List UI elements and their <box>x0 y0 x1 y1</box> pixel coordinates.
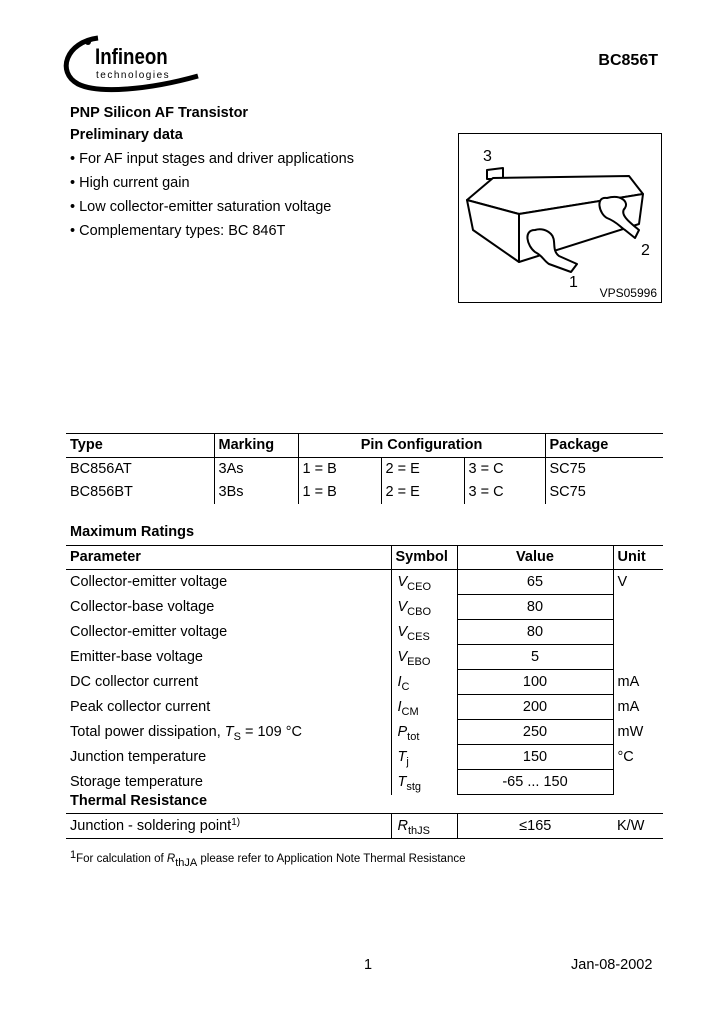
footnote: 1For calculation of $R_{thJA}$ please refer to Application Note Thermal Resistance <box>70 849 466 869</box>
pin2-cell: 2 = E <box>381 458 464 482</box>
table-row <box>66 458 663 482</box>
unit-cell: mA <box>617 699 640 715</box>
table-header-row <box>66 434 663 458</box>
value-cell: 5 <box>457 645 613 670</box>
value-cell: 100 <box>457 670 613 695</box>
table-row <box>66 620 663 645</box>
figure-code: VPS05996 <box>599 286 657 300</box>
max-ratings-table <box>66 545 663 795</box>
parameter-cell: Total power dissipation, $T_S = 109$ °C <box>70 724 302 743</box>
pin1-cell: 1 = B <box>298 481 381 504</box>
value-cell: 150 <box>457 745 613 770</box>
feature-item: • Complementary types: BC 846T <box>70 223 286 239</box>
feature-item: • Low collector-emitter saturation voltage <box>70 199 332 215</box>
symbol-cell: $I_{CM}$ <box>391 695 457 720</box>
symbol-cell: $V_{CBO}$ <box>391 595 457 620</box>
part-number: BC856T <box>598 52 658 69</box>
value-cell: 200 <box>457 695 613 720</box>
feature-text: Complementary types: BC 846T <box>79 223 286 239</box>
table-row <box>66 745 663 770</box>
header-parameter: Parameter <box>66 546 391 570</box>
symbol-cell: $T_{stg}$ <box>391 770 457 795</box>
value-cell: ≤165 <box>457 814 613 839</box>
thermal-title: Thermal Resistance <box>70 793 208 809</box>
value-cell: 80 <box>457 595 613 620</box>
table-row <box>66 645 663 670</box>
thermal-table <box>66 813 663 839</box>
marking-cell: 3As <box>214 458 298 482</box>
document-title: PNP Silicon AF Transistor <box>70 105 249 121</box>
header-marking: Marking <box>214 434 298 458</box>
type-cell: BC856BT <box>70 484 133 500</box>
table-row <box>66 481 663 504</box>
feature-text: Low collector-emitter saturation voltage <box>79 199 332 215</box>
feature-text: High current gain <box>79 175 190 191</box>
table-row <box>66 595 663 620</box>
symbol-cell: $T_j$ <box>391 745 457 770</box>
parameter-cell: Junction temperature <box>70 749 207 765</box>
value-cell: 80 <box>457 620 613 645</box>
header-value: Value <box>457 546 613 570</box>
value-cell: 250 <box>457 720 613 745</box>
parameter-cell: Collector-emitter voltage <box>70 624 228 640</box>
symbol-cell: $V_{CES}$ <box>391 620 457 645</box>
table-row <box>66 814 663 839</box>
feature-item: • For AF input stages and driver applications <box>70 151 354 167</box>
table-row <box>66 695 663 720</box>
table-row <box>66 720 663 745</box>
page-number: 1 <box>364 957 373 973</box>
preliminary-label: Preliminary data <box>70 127 183 143</box>
logo-text: Infineon <box>95 44 168 69</box>
unit-cell <box>613 645 663 670</box>
package-figure <box>458 133 662 303</box>
logo-subtext: technologies <box>96 70 171 81</box>
infineon-logo <box>58 32 208 102</box>
parameter-cell: Storage temperature <box>70 774 203 790</box>
parameter-cell: DC collector current <box>70 674 199 690</box>
pin3-cell: 3 = C <box>464 481 545 504</box>
parameter-cell: Emitter-base voltage <box>70 649 203 665</box>
package-cell: SC75 <box>545 481 663 504</box>
unit-cell: K/W <box>613 814 663 839</box>
feature-item: • High current gain <box>70 175 190 191</box>
symbol-cell: $V_{EBO}$ <box>391 645 457 670</box>
pin-label: 1 <box>569 274 578 291</box>
symbol-cell: $I_C$ <box>391 670 457 695</box>
pin-label: 2 <box>641 242 650 259</box>
value-cell: -65 ... 150 <box>457 770 613 795</box>
pin3-cell: 3 = C <box>464 458 545 482</box>
table-row <box>66 570 663 595</box>
unit-cell <box>613 595 663 620</box>
value-cell: 65 <box>457 570 613 595</box>
header-unit: Unit <box>613 546 663 570</box>
pin1-cell: 1 = B <box>298 458 381 482</box>
parameter-cell: Collector-base voltage <box>70 599 215 615</box>
parameter-cell: Junction - soldering point$^{1)}$ <box>66 814 391 839</box>
parameter-cell: Collector-emitter voltage <box>70 574 228 591</box>
document-date: Jan-08-2002 <box>571 957 653 973</box>
symbol-cell: $R_{thJS}$ <box>391 814 457 839</box>
unit-cell <box>613 770 663 795</box>
marking-cell: 3Bs <box>214 481 298 504</box>
header-symbol: Symbol <box>391 546 457 570</box>
type-table <box>66 433 663 504</box>
table-row <box>66 770 663 795</box>
type-cell: BC856AT <box>70 461 132 477</box>
feature-text: For AF input stages and driver applications <box>79 151 354 167</box>
unit-cell: V <box>617 574 628 591</box>
parameter-cell: Peak collector current <box>70 699 211 715</box>
header-pin-config: Pin Configuration <box>298 434 545 458</box>
symbol-cell: $V_{CEO}$ <box>391 570 457 595</box>
header-package: Package <box>545 434 663 458</box>
package-cell: SC75 <box>545 458 663 482</box>
unit-cell: mW <box>617 724 644 740</box>
table-header-row <box>66 546 663 570</box>
max-ratings-title: Maximum Ratings <box>70 524 195 540</box>
pin2-cell: 2 = E <box>381 481 464 504</box>
table-row <box>66 670 663 695</box>
unit-cell: °C <box>617 749 634 765</box>
symbol-cell: $P_{tot}$ <box>391 720 457 745</box>
unit-cell: mA <box>617 674 640 690</box>
header-type: Type <box>66 434 214 458</box>
unit-cell <box>613 620 663 645</box>
pin-label: 3 <box>483 148 492 165</box>
